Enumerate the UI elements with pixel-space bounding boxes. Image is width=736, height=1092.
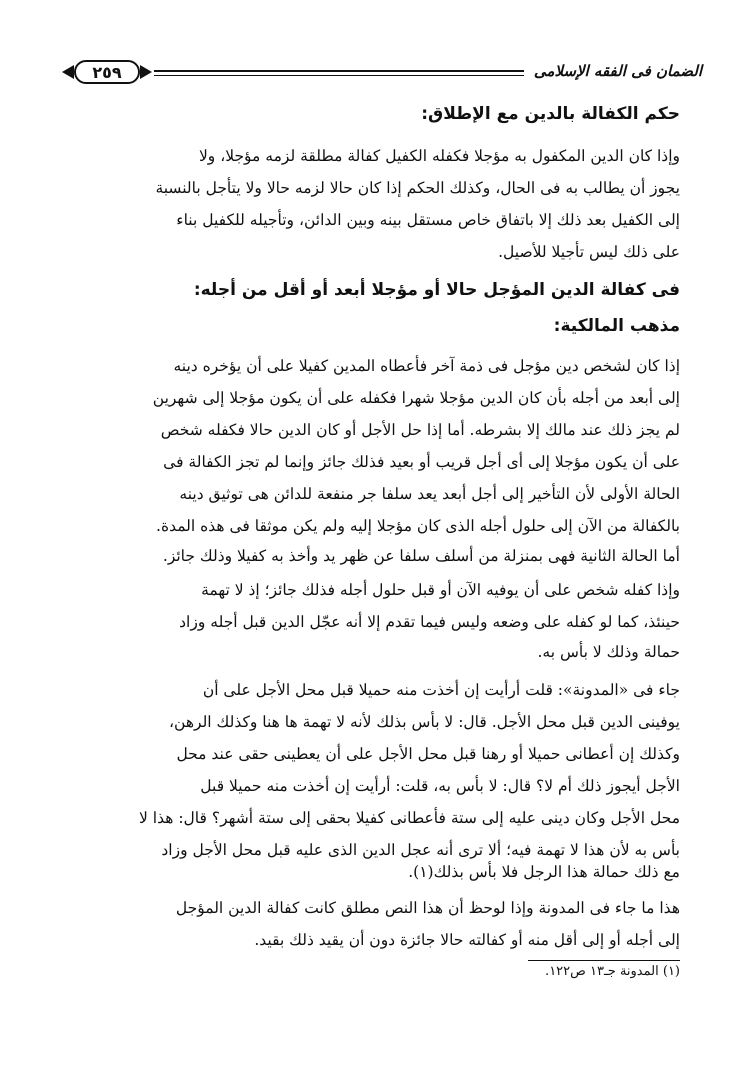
arrow-left-icon bbox=[62, 65, 74, 79]
text-line: بالكفالة من الآن إلى حلول أجله الذى كان مؤجلا إليه ولم يكن موثقا فى هذه المدة. bbox=[156, 517, 680, 535]
section-heading-2: فى كفالة الدين المؤجل حالا أو مؤجلا أبعد أو أقل من أجله: bbox=[193, 280, 680, 300]
footnote-rule bbox=[528, 960, 680, 961]
page-number: ٢٥٩ bbox=[74, 60, 140, 84]
text-line: وكذلك إن أعطانى حميلا أو رهنا قبل محل الأجل على أن يعطينى حقى عند محل bbox=[176, 745, 680, 763]
running-header bbox=[62, 60, 702, 94]
footnote: (١) المدونة جـ١٣ ص١٢٢. bbox=[545, 964, 680, 979]
text-line: بأس به لأن هذا لا تهمة فيه؛ ألا ترى أنه عجل الدين الذى عليه قبل محل الأجل وزاد bbox=[161, 841, 680, 859]
text-line: مع ذلك حمالة هذا الرجل فلا بأس بذلك(١). bbox=[408, 863, 680, 881]
text-line: وإذا كفله شخص على أن يوفيه الآن أو قبل حلول أجله فذلك جائز؛ إذ لا تهمة bbox=[201, 581, 680, 599]
text-line: أما الحالة الثانية فهى بمنزلة من أسلف سلفا عن ظهر يد وأخذ به كفيلا وذلك جائز. bbox=[162, 547, 680, 565]
text-line: على ذلك ليس تأجيلا للأصيل. bbox=[498, 243, 680, 261]
text-line: الأجل أيجوز ذلك أم لا؟ قال: لا بأس به، قلت: أرأيت إن أخذت منه حميلا قبل bbox=[200, 777, 680, 795]
text-line: الحالة الأولى لأن التأخير إلى أجل أبعد يعد سلفا جر منفعة للدائن هى توثيق دينه bbox=[179, 485, 680, 503]
text-line: محل الأجل وكان دينى عليه إلى ستة فأعطانى كفيلا بحقى إلى ستة أشهر؟ قال: هذا لا bbox=[139, 809, 680, 827]
header-rule bbox=[154, 70, 524, 72]
section-heading-1: حكم الكفالة بالدين مع الإطلاق: bbox=[421, 104, 680, 124]
text-line: إلى أجله أو إلى أقل منه أو كفالته حالا جائزة دون أن يقيد ذلك بقيد. bbox=[254, 931, 680, 949]
text-line: وإذا كان الدين المكفول به مؤجلا فكفله الكفيل كفالة مطلقة لزمه مؤجلا، ولا bbox=[198, 147, 680, 165]
text-line: إلى الكفيل بعد ذلك إلا باتفاق خاص مستقل بينه وبين الدائن، وتأجيله للكفيل بناء bbox=[176, 211, 680, 229]
text-line: يوفينى الدين قبل محل الأجل. قال: لا بأس بذلك لأنه لا تهمة ها هنا وكذلك الرهن، bbox=[169, 713, 680, 731]
text-line: حمالة وذلك لا بأس به. bbox=[537, 643, 680, 661]
header-title: الضمان فى الفقه الإسلامى bbox=[533, 62, 702, 80]
text-line: لم يجز ذلك عند مالك إلا بشرطه. أما إذا حل الأجل أو كان الدين حالا فكفله شخص bbox=[160, 421, 680, 439]
text-line: على أن يكون مؤجلا إلى أى أجل قريب أو بعيد فذلك جائز وإنما لم تجز الكفالة فى bbox=[163, 453, 680, 471]
text-line: إذا كان لشخص دين مؤجل فى ذمة آخر فأعطاه المدين كفيلا على أن يؤخره دينه bbox=[173, 357, 680, 375]
arrow-right-icon bbox=[140, 65, 152, 79]
text-line: إلى أبعد من أجله بأن كان الدين مؤجلا شهرا فكفله على أن يكون مؤجلا إلى شهرين bbox=[152, 389, 680, 407]
text-line: جاء فى «المدونة»: قلت أرأيت إن أخذت منه حميلا قبل محل الأجل على أن bbox=[202, 681, 680, 699]
text-line: حينئذ، كما لو كفله على وضعه وليس فيما تقدم إلا أنه عجّل الدين قبل أجله وزاد bbox=[179, 613, 680, 631]
text-line: هذا ما جاء فى المدونة وإذا لوحظ أن هذا النص مطلق كانت كفالة الدين المؤجل bbox=[175, 899, 680, 917]
text-line: يجوز أن يطالب به فى الحال، وكذلك الحكم إذا كان حالا لزمه حالا ولا يتأجل بالنسبة bbox=[155, 179, 680, 197]
subheading-maliki: مذهب المالكية: bbox=[553, 316, 680, 336]
header-rule-thin bbox=[154, 75, 524, 76]
